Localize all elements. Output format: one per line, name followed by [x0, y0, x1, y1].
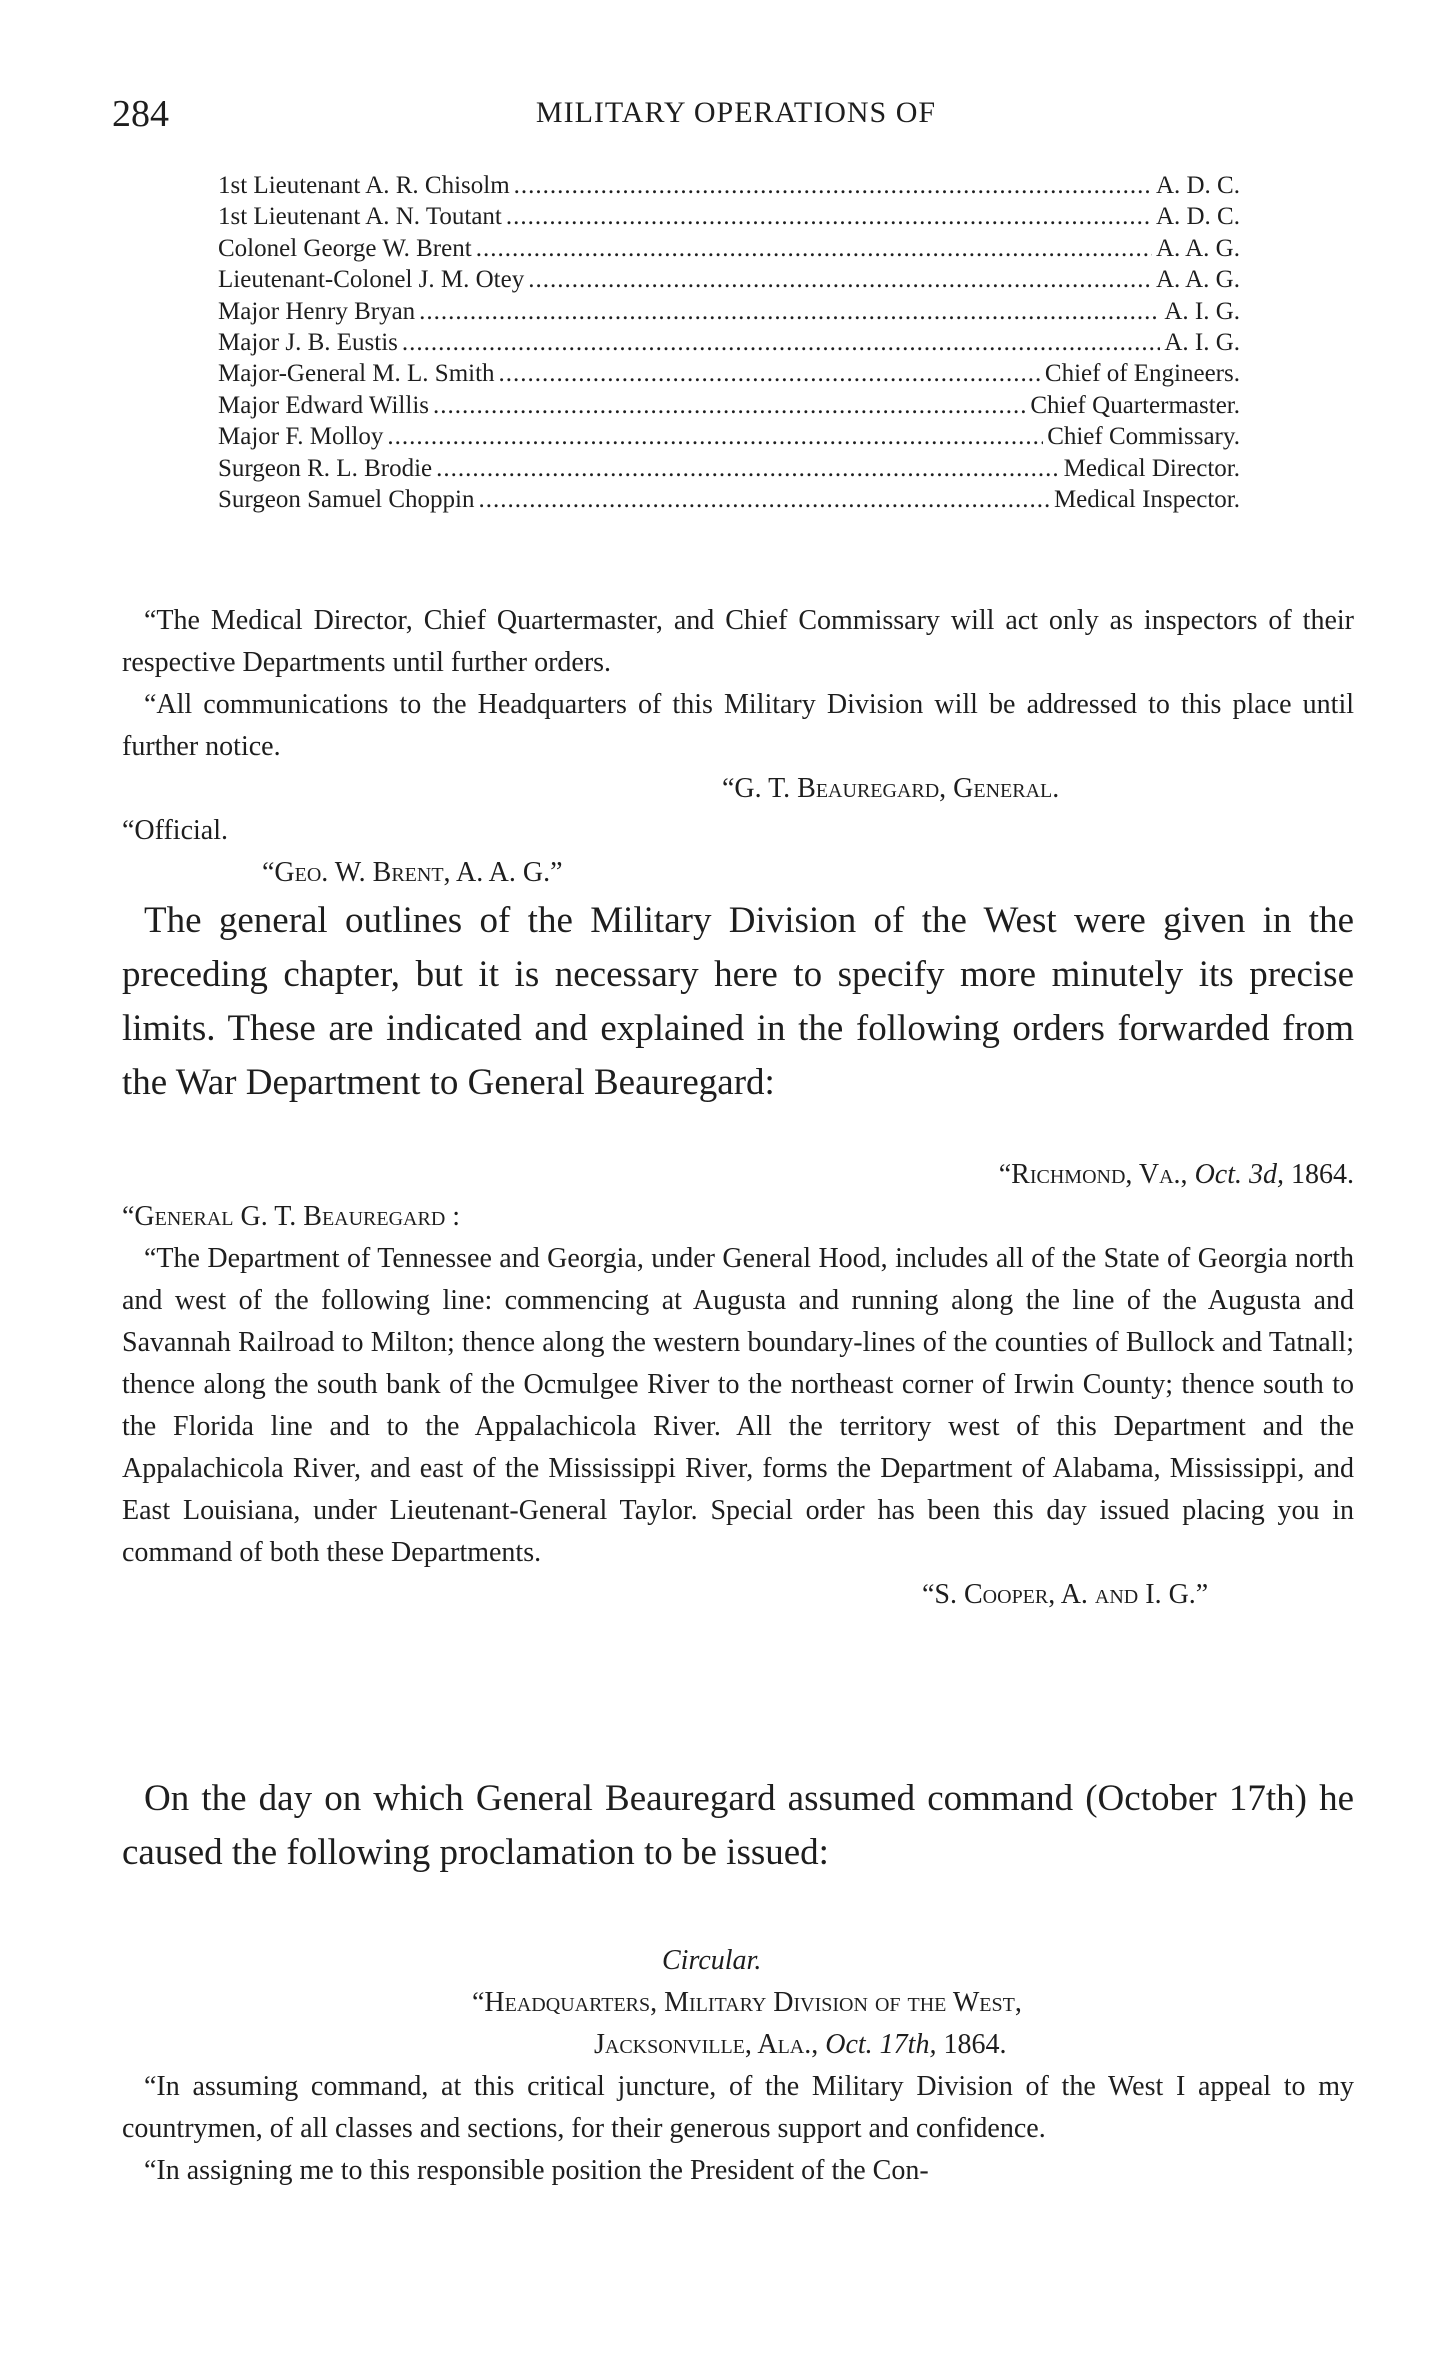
leader-dots	[436, 455, 1060, 483]
leader-dots	[528, 266, 1152, 294]
page-header	[112, 92, 1360, 152]
staff-name: 1st Lieutenant A. R. Chisolm	[218, 172, 510, 199]
staff-row	[218, 203, 1240, 234]
page-number: 284	[112, 93, 169, 135]
staff-title: Medical Inspector.	[1053, 485, 1240, 513]
staff-row	[218, 455, 1240, 486]
circular-heading-line-2: Jacksonville, Ala., Oct. 17th, 1864.	[594, 2029, 1007, 2060]
leader-dots	[506, 203, 1152, 231]
leader-dots	[476, 235, 1152, 263]
narrative-paragraph-1: The general outlines of the Military Division of the West were given in the preceding chapter, but it is necessary here to specify more minutely its precise limits. These are indicated and explained in the following orders forwarded from the War Department to General Beauregard:	[122, 900, 1354, 1103]
staff-row	[218, 392, 1240, 423]
letter-dateline: “Richmond, Va., Oct. 3d, 1864.	[998, 1159, 1354, 1190]
staff-row	[218, 423, 1240, 454]
staff-name: Colonel George W. Brent	[218, 234, 472, 262]
circular-paragraph-1: “In assuming command, at this critical juncture, of the Military Division of the West I appeal to my countrymen, of all classes and sections, for their generous support and confidence.	[122, 2071, 1354, 2144]
leader-dots	[402, 329, 1160, 357]
leader-dots	[499, 360, 1041, 388]
circular-label: Circular.	[662, 1945, 762, 1976]
order-signature: “G. T. Beauregard, General.	[722, 773, 1060, 804]
staff-name: Surgeon Samuel Choppin	[218, 485, 475, 513]
official-label: “Official.	[122, 815, 228, 846]
staff-row	[218, 486, 1240, 517]
circular-heading-line-1: “Headquarters, Military Division of the West,	[472, 1987, 1022, 2018]
letter-signature: “S. Cooper, A. and I. G.”	[922, 1579, 1209, 1610]
staff-name: Major Henry Bryan	[218, 297, 416, 325]
staff-name: Major J. B. Eustis	[218, 328, 398, 356]
staff-title: A. D. C.	[1155, 172, 1240, 199]
staff-row	[218, 360, 1240, 391]
staff-title: Chief of Engineers.	[1044, 360, 1240, 388]
leader-dots	[433, 392, 1026, 420]
leader-dots	[419, 298, 1160, 326]
letter-body: “The Department of Tennessee and Georgia, under General Hood, includes all of the State of Georgia north and west of the following line: commencing at Augusta and running along the line of the Augusta and Savannah Railroad to Milton; thence along the western boundary-lines of the counties of Bullock and Tatnall; thence along the south bank of the Ocmulgee River to the northeast corner of Irwin County; thence south to the Florida line and to the Appalachicola River. All the territory west of this Department and the Appalachicola River, and east of the Mississippi River, forms the Department of Alabama, Mississippi, and East Louisiana, under Lieutenant-General Taylor. Special order has been this day issued placing you in command of both these Departments.	[122, 1243, 1354, 1568]
circular-block	[122, 1940, 1354, 2192]
staff-row	[218, 266, 1240, 297]
staff-row	[218, 235, 1240, 266]
official-attest: “Geo. W. Brent, A. A. G.”	[262, 857, 563, 888]
staff-list	[218, 172, 1240, 517]
staff-title: Chief Quartermaster.	[1030, 391, 1240, 419]
staff-name: Major F. Molloy	[218, 423, 384, 451]
leader-dots	[514, 172, 1152, 200]
order-paragraph-1: “The Medical Director, Chief Quartermaster, and Chief Commissary will act only as inspectors of their respective Departments until further orders.	[122, 605, 1354, 678]
staff-name: 1st Lieutenant A. N. Toutant	[218, 203, 502, 231]
staff-title: A. I. G.	[1164, 328, 1240, 356]
staff-title: Chief Commissary.	[1047, 423, 1240, 451]
staff-name: Major Edward Willis	[218, 391, 429, 419]
leader-dots	[387, 423, 1043, 451]
staff-title: A. I. G.	[1164, 297, 1240, 325]
order-block	[122, 600, 1354, 894]
staff-title: A. D. C.	[1155, 203, 1240, 231]
war-department-letter	[122, 1154, 1354, 1616]
staff-title: Medical Director.	[1063, 454, 1240, 482]
staff-name: Lieutenant-Colonel J. M. Otey	[218, 266, 525, 294]
leader-dots	[478, 486, 1049, 514]
narrative-paragraph-2: On the day on which General Beauregard assumed command (October 17th) he caused the following proclamation to be issued:	[122, 1778, 1354, 1873]
letter-salutation: “General G. T. Beauregard :	[122, 1201, 461, 1232]
staff-row	[218, 329, 1240, 360]
running-title: MILITARY OPERATIONS OF	[535, 96, 937, 129]
staff-title: A. A. G.	[1155, 266, 1240, 294]
staff-name: Major-General M. L. Smith	[218, 360, 495, 388]
order-paragraph-2: “All communications to the Headquarters of this Military Division will be addressed to this place until further notice.	[122, 689, 1354, 762]
staff-row	[218, 298, 1240, 329]
staff-name: Surgeon R. L. Brodie	[218, 454, 433, 482]
staff-row	[218, 172, 1240, 203]
staff-title: A. A. G.	[1155, 234, 1240, 262]
circular-paragraph-2: “In assigning me to this responsible position the President of the Con-	[144, 2155, 929, 2186]
